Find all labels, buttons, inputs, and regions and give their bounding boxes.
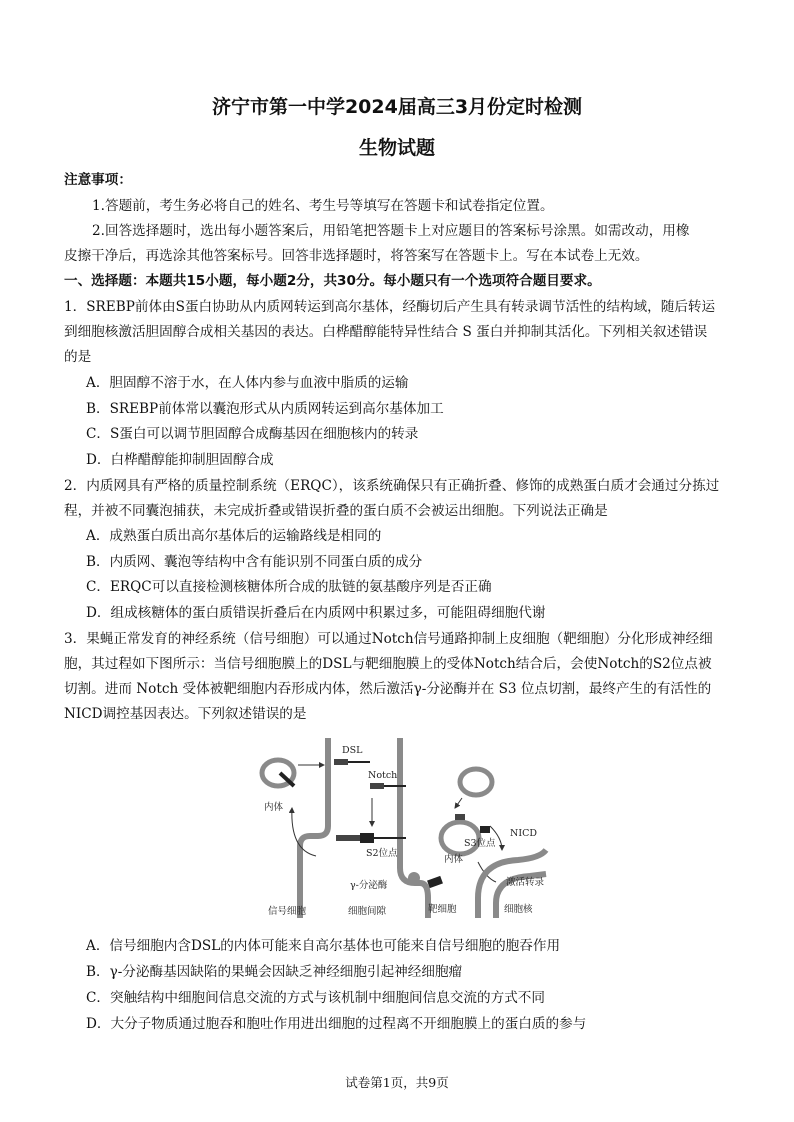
q3-option-c: C．突触结构中细胞间信息交流的方式与该机制中细胞间信息交流的方式不同: [86, 990, 545, 1006]
q2-option-c: C．ERQC可以直接检测核糖体所合成的肽链的氨基酸序列是否正确: [86, 579, 492, 595]
q2-option-b: B．内质网、囊泡等结构中含有能识别不同蛋白质的成分: [86, 554, 423, 570]
notice-item-2-line-1: 2.回答选择题时，选出每小题答案后，用铅笔把答题卡上对应题目的答案标号涂黑。如需改动，用橡: [92, 223, 690, 239]
q2-stem-line-2: 程，并被不同囊泡捕获，未完成折叠或错误折叠的蛋白质不会被运出细胞。下列说法正确是: [64, 503, 608, 519]
label-signal-cell: 信号细胞: [268, 906, 307, 917]
exam-title: 济宁市第一中学2024届高三3月份定时检测: [211, 96, 583, 118]
notch-receptor-icon: [370, 783, 384, 789]
label-intercellular-space: 细胞间隙: [348, 906, 387, 917]
target-cell-membrane: [400, 738, 428, 918]
label-notch: Notch: [368, 770, 398, 781]
label-nucleus: 细胞核: [504, 904, 533, 915]
section-heading: 一、选择题：本题共15小题，每小题2分，共30分。每小题只有一个选项符合题目要求。: [64, 273, 601, 289]
label-target-cell: 靶细胞: [428, 904, 457, 915]
q1-option-a: A．胆固醇不溶于水，在人体内参与血液中脂质的运输: [86, 375, 409, 391]
label-s3-site: S3位点: [464, 838, 496, 849]
notch-pathway-diagram: [250, 738, 550, 920]
subject-title: 生物试题: [358, 137, 435, 159]
label-activate-transcription: 激活转录: [506, 877, 545, 888]
q3-stem-line-2: 胞，其过程如下图所示：当信号细胞膜上的DSL与靶细胞膜上的受体Notch结合后，会使Notch的S2位点被: [64, 656, 712, 672]
q1-option-b: B．SREBP前体常以囊泡形式从内质网转运到高尔基体加工: [86, 401, 444, 417]
q2-option-d: D．组成核糖体的蛋白质错误折叠后在内质网中积累过多，可能阻碍细胞代谢: [86, 605, 546, 621]
q3-stem-line-3: 切割。进而 Notch 受体被靶细胞内吞形成内体，然后激活γ-分泌酶并在 S3 位点切割，最终产生的有活性的: [64, 681, 712, 697]
q3-stem-line-1: 3．果蝇正常发育的神经系统（信号细胞）可以通过Notch信号通路抑制上皮细胞（靶细胞）分化形成神经细: [64, 631, 713, 647]
dsl-ligand-icon: [334, 759, 348, 765]
label-nicd: NICD: [510, 828, 537, 839]
label-dsl: DSL: [342, 745, 363, 756]
q1-stem-line-2: 到细胞核激活胆固醇合成相关基因的表达。白桦醋醇能特异性结合 S 蛋白并抑制其活化。下列相关叙述错误: [64, 324, 708, 340]
q2-stem-line-1: 2．内质网具有严格的质量控制系统（ERQC），该系统确保只有正确折叠、修饰的成熟蛋白质才会通过分拣过: [64, 478, 720, 494]
notice-item-1: 1.答题前，考生务必将自己的姓名、考生号等填写在答题卡和试卷指定位置。: [92, 198, 554, 214]
q3-option-d: D．大分子物质通过胞吞和胞吐作用进出细胞的过程离不开细胞膜上的蛋白质的参与: [86, 1016, 587, 1032]
q3-option-b: B．γ-分泌酶基因缺陷的果蝇会因缺乏神经细胞引起神经细胞瘤: [86, 964, 463, 980]
label-gamma-secretase: γ-分泌酶: [350, 880, 388, 891]
notice-heading: 注意事项：: [64, 172, 132, 188]
gamma-secretase-icon: [408, 872, 420, 884]
q1-stem-line-1: 1．SREBP前体由S蛋白协助从内质网转运到高尔基体，经酶切后产生具有转录调节活性的结构域，随后转运: [64, 299, 716, 315]
page-footer: 试卷第1页，共9页: [345, 1075, 449, 1090]
q3-option-a: A．信号细胞内含DSL的内体可能来自高尔基体也可能来自信号细胞的胞吞作用: [86, 938, 561, 954]
label-endosome-right: 内体: [444, 854, 464, 865]
notice-item-2-line-2: 皮擦干净后，再选涂其他答案标号。回答非选择题时，将答案写在答题卡上。写在本试卷上无效。: [64, 248, 649, 264]
q1-option-d: D．白桦醋醇能抑制胆固醇合成: [86, 452, 274, 468]
q1-option-c: C．S蛋白可以调节胆固醇合成酶基因在细胞核内的转录: [86, 426, 419, 442]
label-endosome-left: 内体: [264, 802, 284, 813]
right-endosome-upper-icon: [460, 769, 492, 795]
q3-stem-line-4: NICD调控基因表达。下列叙述错误的是: [64, 706, 307, 722]
label-s2-site: S2位点: [366, 848, 398, 859]
q2-option-a: A．成熟蛋白质出高尔基体后的运输路线是相同的: [86, 528, 382, 544]
q1-stem-line-3: 的是: [64, 349, 92, 365]
